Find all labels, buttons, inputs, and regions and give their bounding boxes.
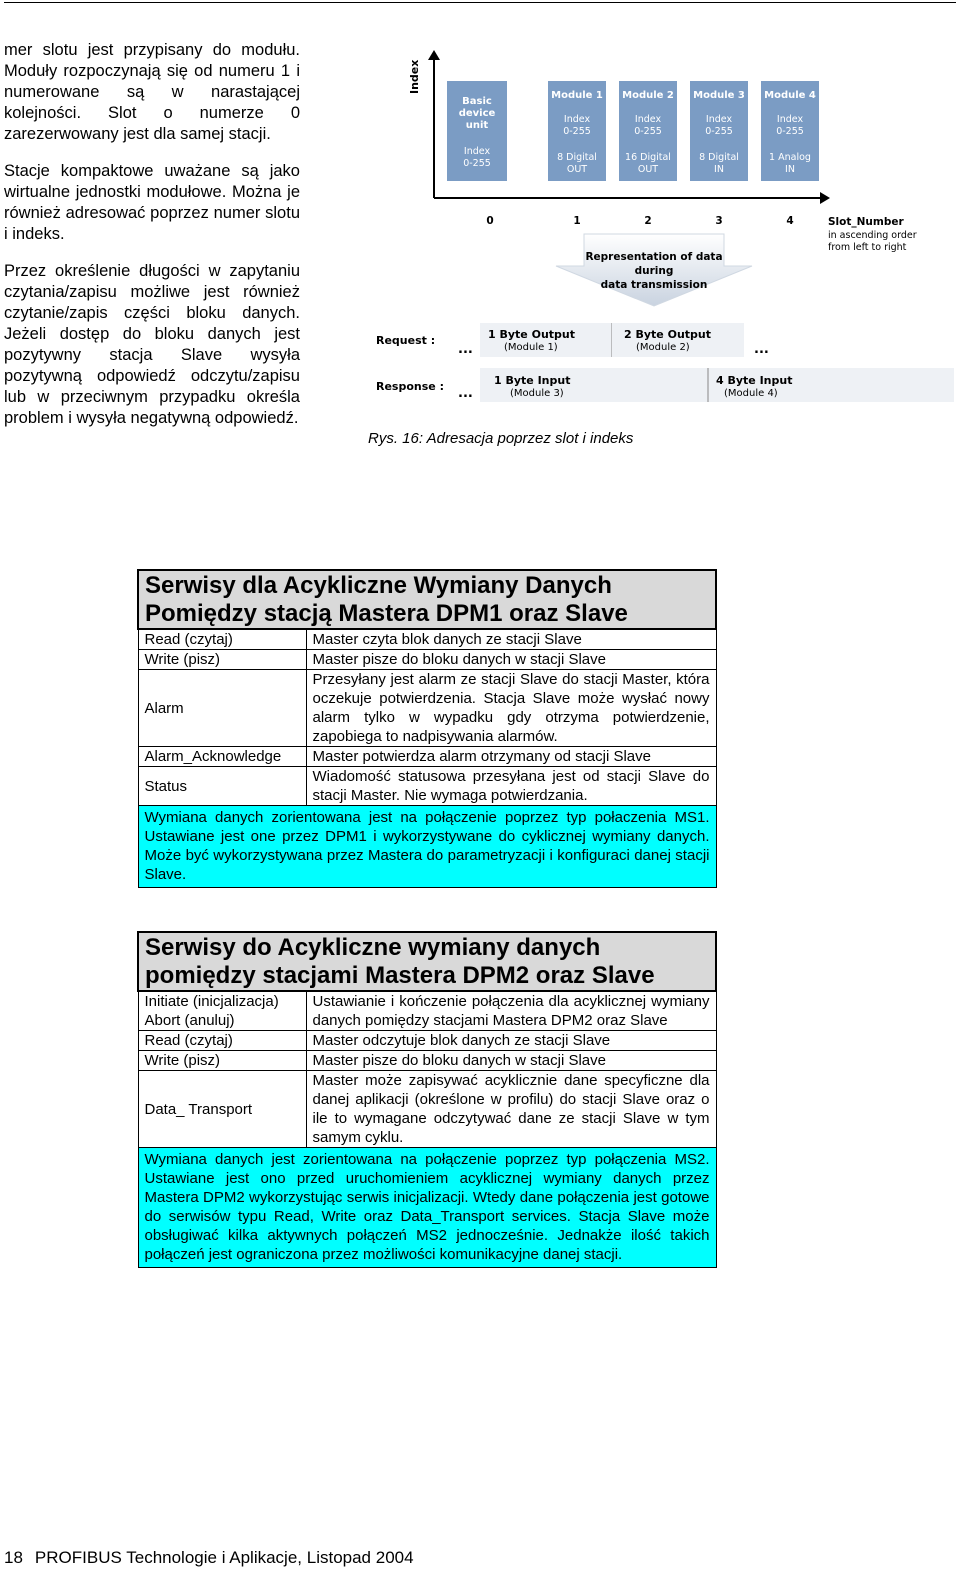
- service-description: Ustawianie i kończenie połączenia dla acyklicznej wymiany danych pomiędzy stacjami Mastera DPM2 oraz Slave: [306, 991, 716, 1031]
- table-row: [138, 991, 716, 1031]
- svg-text:Module 4: Module 4: [764, 90, 816, 101]
- service-name: Alarm: [138, 670, 306, 747]
- svg-text:0-255: 0-255: [705, 126, 733, 137]
- request-label: Request :: [376, 334, 436, 347]
- svg-text:IN: IN: [714, 164, 724, 175]
- svg-text:Index: Index: [776, 114, 804, 125]
- service-name: Read (czytaj): [138, 629, 306, 650]
- service-description: Wiadomość statusowa przesyłana jest od stacji Slave do stacji Master. Nie wymaga potwierdzania.: [306, 767, 716, 806]
- module-1-block: [548, 81, 606, 181]
- svg-text:0-255: 0-255: [463, 158, 491, 169]
- dpm1-table-note: Wymiana danych zorientowana jest na połączenie poprzez typ połaczenia MS1. Ustawiane jest one przez DPM1 i wykorzystywane do cyklicznej wymiany danych. Może być wykorzystywana przez Mastera do parametryzacji i konfiguraci danej stacji Slave.: [138, 806, 716, 888]
- slot-order-note-2: from left to right: [828, 242, 907, 253]
- table-row: [138, 1031, 716, 1051]
- service-name: Initiate (inicjalizacja) Abort (anuluj): [138, 991, 306, 1031]
- slot-axis-arrow: [820, 192, 830, 204]
- svg-text:Index: Index: [463, 146, 491, 157]
- table-row: [138, 670, 716, 747]
- service-description: Master pisze do bloku danych w stacji Slave: [306, 1051, 716, 1071]
- service-name: Write (pisz): [138, 650, 306, 670]
- dpm1-table-title: Serwisy dla Acykliczne Wymiany Danych Pomiędzy stacją Mastera DPM1 oraz Slave: [138, 570, 716, 629]
- svg-text:0-255: 0-255: [634, 126, 662, 137]
- svg-text:Index: Index: [634, 114, 662, 125]
- dpm2-table-title: Serwisy do Acykliczne wymiany danych pomiędzy stacjami Mastera DPM2 oraz Slave: [138, 932, 716, 991]
- svg-text:Module 1: Module 1: [551, 90, 603, 101]
- response-byte-1-module: (Module 3): [510, 388, 564, 399]
- slot-3-label: 3: [715, 215, 723, 227]
- service-description: Master pisze do bloku danych w stacji Slave: [306, 650, 716, 670]
- svg-text:OUT: OUT: [637, 164, 659, 175]
- svg-text:Index: Index: [563, 114, 591, 125]
- svg-text:Module 2: Module 2: [622, 90, 674, 101]
- svg-text:Module 3: Module 3: [693, 90, 745, 101]
- slot-number-label: Slot_Number: [828, 216, 904, 228]
- svg-text:1 Analog: 1 Analog: [769, 152, 811, 163]
- slot-2-label: 2: [644, 215, 652, 227]
- request-byte-2-label: 2 Byte Output: [624, 328, 711, 341]
- basic-device-block: [447, 81, 507, 181]
- svg-text:Index: Index: [705, 114, 733, 125]
- response-byte-1-label: 1 Byte Input: [494, 374, 571, 387]
- service-name: Data_ Transport: [138, 1071, 306, 1148]
- page-footer: [4, 1548, 414, 1568]
- body-text-column: [4, 40, 300, 445]
- dpm2-services-table: [137, 931, 717, 1268]
- request-byte-1-label: 1 Byte Output: [488, 328, 575, 341]
- table-header-row: [138, 932, 716, 991]
- service-name: Status: [138, 767, 306, 806]
- service-description: Master może zapisywać acyklicznie dane specyficzne dla danej aplikacji (określone w profilu) do stacji Slave oraz o ile to wymagane odczytywać dane ze stacji Slave w tym samym cyklu.: [306, 1071, 716, 1148]
- slot-index-diagram: [374, 48, 960, 438]
- service-description: Master odczytuje blok danych ze stacji Slave: [306, 1031, 716, 1051]
- slot-order-note-1: in ascending order: [828, 230, 917, 241]
- table-header-row: [138, 570, 716, 629]
- response-ellipsis-left: ...: [458, 386, 473, 401]
- response-label: Response :: [376, 380, 444, 393]
- service-name: Alarm_Acknowledge: [138, 747, 306, 767]
- request-byte-1-module: (Module 1): [504, 342, 558, 353]
- table-note-row: [138, 1148, 716, 1268]
- service-name: Read (czytaj): [138, 1031, 306, 1051]
- svg-text:0-255: 0-255: [776, 126, 804, 137]
- dpm1-services-table: [137, 569, 717, 888]
- index-axis-arrow: [428, 50, 440, 60]
- svg-text:device: device: [458, 108, 496, 119]
- service-name: Write (pisz): [138, 1051, 306, 1071]
- service-description: Master potwierdza alarm otrzymany od stacji Slave: [306, 747, 716, 767]
- paragraph-length-request: Przez określenie długości w zapytaniu czytania/zapisu możliwe jest również czytanie/zapis części bloku danych. Jeżeli dostęp do bloku danych jest pozytywny stacja Slave wysyła pozytywną odpowiedź odczytu/zapisu lub w przeciwnym przypadku określa problem i wysyła negatywną odpowiedź.: [4, 262, 300, 427]
- service-description: Master czyta blok danych ze stacji Slave: [306, 629, 716, 650]
- slot-index-figure: [374, 48, 960, 448]
- representation-label-1: Representation of data: [585, 251, 723, 263]
- representation-label-2: during: [634, 265, 674, 277]
- paragraph-slot-numbering: mer slotu jest przypisany do modułu. Moduły rozpoczynają się od numeru 1 i numerowane są w narastającej kolejności. Slot o numerze 0 zarezerwowany jest dla samej stacji.: [4, 41, 300, 143]
- svg-text:8 Digital: 8 Digital: [699, 152, 739, 163]
- svg-text:Basic: Basic: [462, 96, 492, 107]
- svg-text:16 Digital: 16 Digital: [625, 152, 671, 163]
- table-note-row: [138, 806, 716, 888]
- table-row: [138, 767, 716, 806]
- index-axis-label: Index: [408, 59, 421, 94]
- dpm2-table-note: Wymiana danych jest zorientowana na połączenie poprzez typ połączenia MS2. Ustawiane jest ono przed uruchomieniem acyklicznej wymiany danych przez Mastera DPM2 wykorzystując serwis inicjalizacji. Wtedy dane połączenia jest gotowe do serwisów typu Read, Write oraz Data_Transport services. Stacja Slave może obsługiwać kilka aktywnych połączeń MS2 jednocześnie. Jednakże ilość takich połączeń jest ograniczona przez możliwości komunikacyjne danej stacji.: [138, 1148, 716, 1268]
- svg-text:unit: unit: [465, 120, 489, 131]
- request-byte-2-module: (Module 2): [636, 342, 690, 353]
- slot-0-label: 0: [486, 215, 494, 227]
- response-byte-2-label: 4 Byte Input: [716, 374, 793, 387]
- module-3-block: [690, 81, 748, 181]
- table-row: [138, 747, 716, 767]
- svg-text:8 Digital: 8 Digital: [557, 152, 597, 163]
- svg-text:0-255: 0-255: [563, 126, 591, 137]
- top-rule: [4, 2, 956, 3]
- slot-1-label: 1: [573, 215, 581, 227]
- response-byte-2-module: (Module 4): [724, 388, 778, 399]
- request-ellipsis-right: ...: [754, 342, 769, 357]
- table-row: [138, 629, 716, 650]
- table-row: [138, 1051, 716, 1071]
- representation-label-3: data transmission: [600, 279, 708, 291]
- svg-text:OUT: OUT: [566, 164, 588, 175]
- table-row: [138, 1071, 716, 1148]
- module-4-block: [761, 81, 819, 181]
- module-2-block: [619, 81, 677, 181]
- svg-text:IN: IN: [785, 164, 795, 175]
- figure-caption: Rys. 16: Adresacja poprzez slot i indeks: [368, 430, 634, 446]
- request-ellipsis-left: ...: [458, 342, 473, 357]
- table-row: [138, 650, 716, 670]
- service-description: Przesyłany jest alarm ze stacji Slave do stacji Master, która oczekuje potwierdzenia. Stacja Slave może wysłać nowy alarm tylko w wypadku gdy otrzyma potwierdzenie, zapobiega to nadpisywania alarmów.: [306, 670, 716, 747]
- footer-title: PROFIBUS Technologie i Aplikacje, Listopad 2004: [34, 1548, 414, 1567]
- page-number: 18: [4, 1548, 23, 1567]
- paragraph-compact-stations: Stacje kompaktowe uważane są jako wirtualne jednostki modułowe. Można je również adresować poprzez numer slotu i indeks.: [4, 162, 300, 243]
- slot-4-label: 4: [786, 215, 794, 227]
